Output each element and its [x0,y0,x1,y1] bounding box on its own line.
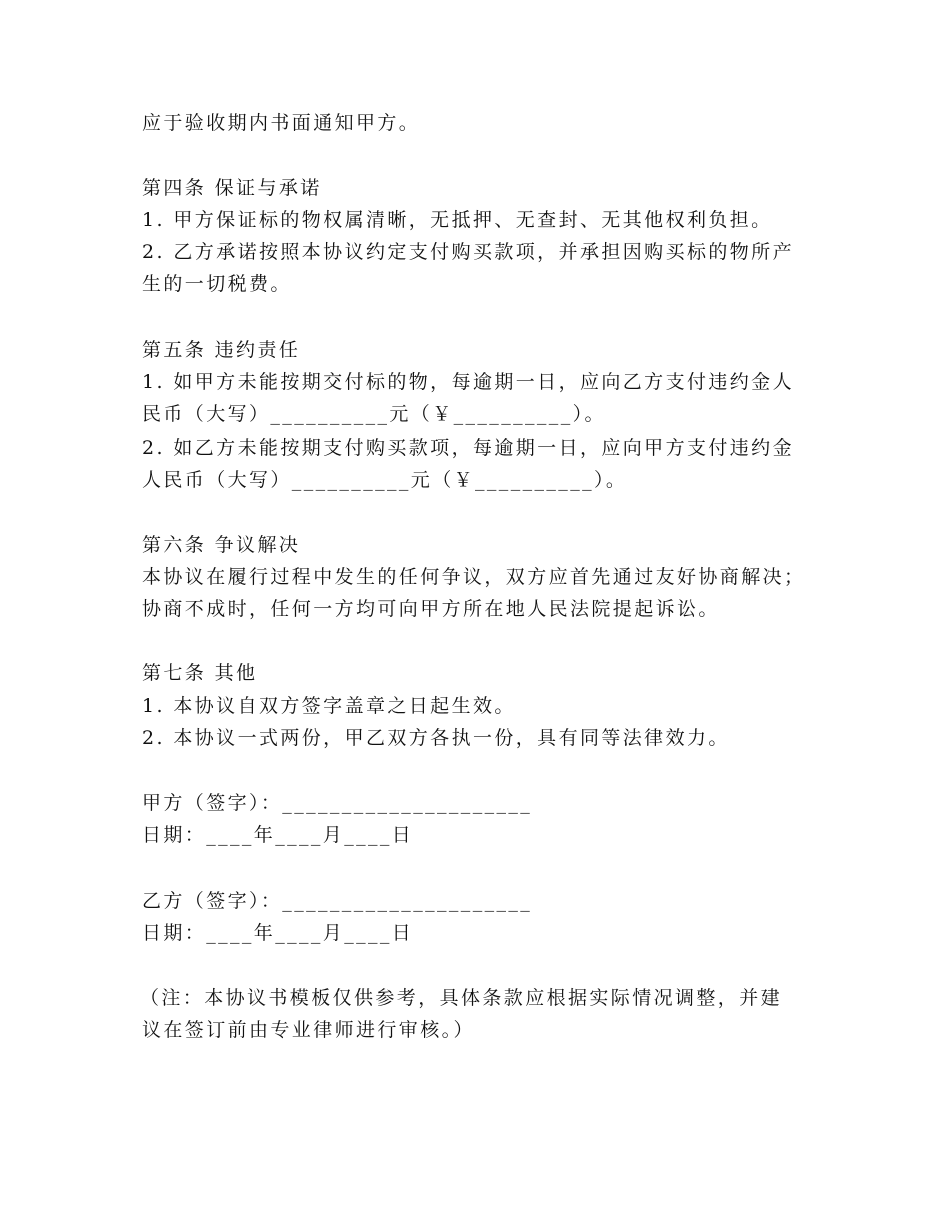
text-line: 1. 如甲方未能按期交付标的物，每逾期一日，应向乙方支付违约金人 [142,371,794,393]
party-b-signature-line: 乙方（签字）：_____________________ [142,890,533,912]
text-line: 应于验收期内书面通知甲方。 [142,112,421,134]
party-b-date-line: 日期：____年____月____日 [142,922,414,944]
note-line: （注：本协议书模板仅供参考，具体条款应根据实际情况调整，并建 [140,987,783,1009]
note-line: 议在签订前由专业律师进行审核。） [142,1019,475,1041]
text-line: 1. 本协议自双方签字盖章之日起生效。 [142,695,516,717]
party-a-signature-line: 甲方（签字）：_____________________ [142,792,533,814]
section-heading-4: 第四条 保证与承诺 [142,177,322,199]
section-heading-6: 第六条 争议解决 [142,534,301,556]
section-heading-5: 第五条 违约责任 [142,339,301,361]
text-line: 2. 如乙方未能按期支付购买款项，每逾期一日，应向甲方支付违约金 [142,437,794,459]
text-line: 2. 乙方承诺按照本协议约定支付购买款项，并承担因购买标的物所产 [142,241,794,263]
text-line: 本协议在履行过程中发生的任何争议，双方应首先通过友好协商解决； [142,566,806,588]
section-heading-7: 第七条 其他 [142,662,258,684]
text-line: 民币（大写）__________元（￥__________）。 [142,403,606,425]
text-line: 生的一切税费。 [142,273,292,295]
text-line: 协商不成时，任何一方均可向甲方所在地人民法院提起诉讼。 [142,598,720,620]
text-line: 2. 本协议一式两份，甲乙双方各执一份，具有同等法律效力。 [142,727,730,749]
text-line: 1. 甲方保证标的物权属清晰，无抵押、无查封、无其他权利负担。 [142,209,773,231]
party-a-date-line: 日期：____年____月____日 [142,824,414,846]
text-line: 人民币（大写）__________元（￥__________）。 [142,469,628,491]
